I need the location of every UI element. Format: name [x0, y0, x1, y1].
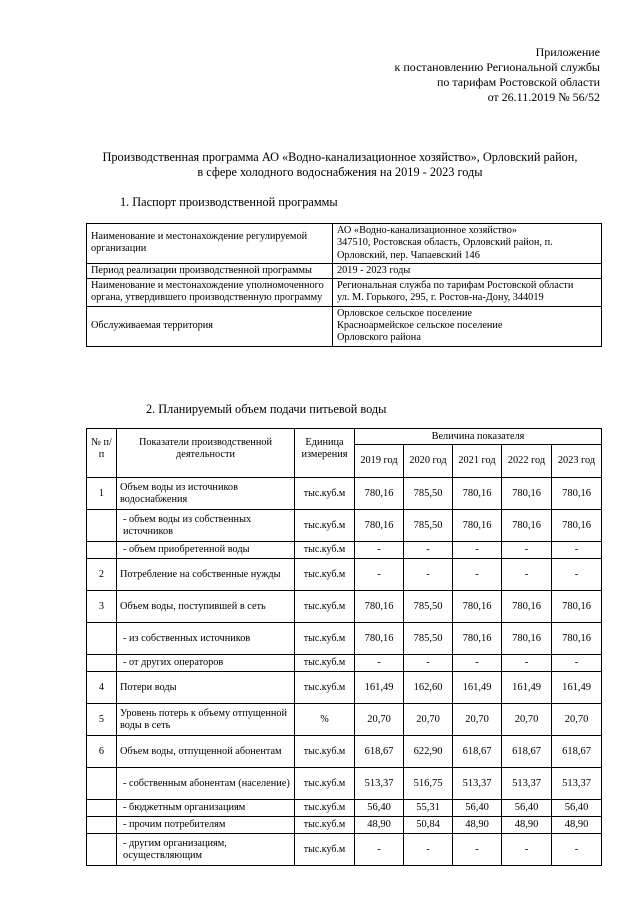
row-indicator: - бюджетным организациям: [117, 800, 295, 817]
passport-value-line: Региональная служба по тарифам Ростовской области: [337, 280, 574, 292]
passport-value-line: 2019 - 2023 годы: [337, 264, 411, 276]
header-indicator: Показатели производственной деятельности: [117, 429, 295, 478]
row-value: 780,16: [453, 510, 502, 542]
row-value: 785,50: [404, 591, 453, 623]
row-value: -: [502, 655, 552, 672]
table-row: [87, 817, 602, 834]
passport-value: [333, 224, 602, 264]
appendix-line-4: от 26.11.2019 № 56/52: [487, 90, 600, 104]
row-value: 56,40: [453, 800, 502, 817]
table-row: [87, 800, 602, 817]
row-value: 162,60: [404, 672, 453, 704]
row-value: 513,37: [355, 768, 404, 800]
row-value: 20,70: [453, 704, 502, 736]
row-value: 20,70: [355, 704, 404, 736]
row-unit: тыс.куб.м: [295, 800, 355, 817]
row-value: 780,16: [453, 478, 502, 510]
passport-value-line: ул. М. Горького, 295, г. Ростов-на-Дону, 344019: [337, 292, 544, 304]
row-value: -: [502, 559, 552, 591]
row-unit: тыс.куб.м: [295, 768, 355, 800]
passport-label: Наименование и местонахождение регулируемой организации: [87, 224, 333, 264]
row-value: 618,67: [355, 736, 404, 768]
row-num: [87, 510, 117, 542]
row-num: [87, 834, 117, 866]
row-value: 780,16: [552, 591, 602, 623]
appendix-line-3: по тарифам Ростовской области: [436, 75, 600, 89]
row-num: [87, 623, 117, 655]
header-year: 2021 год: [453, 445, 502, 478]
row-value: -: [552, 655, 602, 672]
row-unit: тыс.куб.м: [295, 542, 355, 559]
row-value: 20,70: [404, 704, 453, 736]
header-year: 2022 год: [502, 445, 552, 478]
row-unit: тыс.куб.м: [295, 736, 355, 768]
section-1-heading: 1. Паспорт производственной программы: [120, 195, 338, 209]
row-value: -: [404, 542, 453, 559]
row-value: -: [502, 834, 552, 866]
water-volume-table: [86, 428, 602, 866]
row-value: 20,70: [552, 704, 602, 736]
row-value: 780,16: [502, 623, 552, 655]
row-value: 161,49: [502, 672, 552, 704]
appendix-line-2: к постановлению Региональной службы: [394, 60, 600, 74]
title-line-2: в сфере холодного водоснабжения на 2019 - 2023 годы: [197, 165, 483, 179]
row-value: 161,49: [355, 672, 404, 704]
row-value: -: [552, 559, 602, 591]
row-num: [87, 542, 117, 559]
row-value: 785,50: [404, 510, 453, 542]
row-value: 780,16: [355, 510, 404, 542]
passport-label: Период реализации производственной программы: [87, 263, 333, 278]
row-num: 1: [87, 478, 117, 510]
header-value: Величина показателя: [355, 429, 602, 445]
header-year: 2020 год: [404, 445, 453, 478]
table-row: [87, 672, 602, 704]
row-value: -: [453, 559, 502, 591]
header-unit: Единица измерения: [295, 429, 355, 478]
table-row: [87, 478, 602, 510]
passport-row: [87, 306, 602, 346]
row-value: -: [355, 655, 404, 672]
row-value: 780,16: [502, 591, 552, 623]
row-value: 618,67: [453, 736, 502, 768]
document-title: [80, 150, 600, 180]
row-value: -: [552, 834, 602, 866]
row-value: -: [355, 542, 404, 559]
header-year: 2023 год: [552, 445, 602, 478]
row-unit: тыс.куб.м: [295, 655, 355, 672]
row-indicator: Потребление на собственные нужды: [117, 559, 295, 591]
title-line-1: Производственная программа АО «Водно-канализационное хозяйство», Орловский район,: [102, 150, 578, 164]
row-unit: тыс.куб.м: [295, 510, 355, 542]
row-value: 780,16: [552, 623, 602, 655]
row-num: 3: [87, 591, 117, 623]
table-row: [87, 623, 602, 655]
row-value: -: [453, 834, 502, 866]
row-num: [87, 655, 117, 672]
row-indicator: Объем воды из источников водоснабжения: [117, 478, 295, 510]
table-row: [87, 834, 602, 866]
row-value: -: [355, 559, 404, 591]
passport-row: [87, 263, 602, 278]
row-value: 48,90: [552, 817, 602, 834]
row-value: 161,49: [453, 672, 502, 704]
row-indicator: - другим организациям, осуществляющим: [117, 834, 295, 866]
row-num: [87, 768, 117, 800]
row-indicator: Потери воды: [117, 672, 295, 704]
row-value: 48,90: [453, 817, 502, 834]
row-indicator: - из собственных источников: [117, 623, 295, 655]
table-row: [87, 559, 602, 591]
table-row: [87, 736, 602, 768]
row-value: 780,16: [453, 591, 502, 623]
row-indicator: - прочим потребителям: [117, 817, 295, 834]
row-value: 780,16: [355, 478, 404, 510]
row-value: 780,16: [552, 510, 602, 542]
row-value: 780,16: [502, 510, 552, 542]
row-unit: тыс.куб.м: [295, 817, 355, 834]
row-value: -: [453, 655, 502, 672]
row-num: 6: [87, 736, 117, 768]
header-year: 2019 год: [355, 445, 404, 478]
table-row: [87, 655, 602, 672]
row-indicator: Объем воды, отпущенной абонентам: [117, 736, 295, 768]
row-value: 48,90: [355, 817, 404, 834]
row-value: -: [404, 834, 453, 866]
row-indicator: Уровень потерь к объему отпущенной воды в сеть: [117, 704, 295, 736]
row-value: 161,49: [552, 672, 602, 704]
passport-value-line: Красноармейское сельское поселение: [337, 320, 503, 332]
row-indicator: - объем приобретенной воды: [117, 542, 295, 559]
row-value: 780,16: [355, 591, 404, 623]
row-value: 622,90: [404, 736, 453, 768]
row-value: 20,70: [502, 704, 552, 736]
row-indicator: - от других операторов: [117, 655, 295, 672]
row-unit: тыс.куб.м: [295, 591, 355, 623]
row-value: 785,50: [404, 478, 453, 510]
passport-value-line: АО «Водно-канализационное хозяйство»: [337, 225, 517, 236]
passport-value-line: 347510, Ростовская область, Орловский район, п. Орловский, пер. Чапаевский 146: [337, 237, 553, 261]
table-row: [87, 542, 602, 559]
row-value: -: [453, 542, 502, 559]
row-value: 785,50: [404, 623, 453, 655]
row-num: [87, 800, 117, 817]
row-value: 56,40: [355, 800, 404, 817]
passport-label: Обслуживаемая территория: [87, 306, 333, 346]
row-unit: тыс.куб.м: [295, 672, 355, 704]
row-value: -: [502, 542, 552, 559]
row-unit: %: [295, 704, 355, 736]
header-num: № п/п: [87, 429, 117, 478]
appendix-line-1: Приложение: [535, 45, 600, 59]
passport-value: [333, 306, 602, 346]
section-2-heading: 2. Планируемый объем подачи питьевой воды: [146, 402, 387, 416]
appendix-header: [395, 45, 600, 105]
row-value: 56,40: [502, 800, 552, 817]
row-unit: тыс.куб.м: [295, 559, 355, 591]
row-value: -: [552, 542, 602, 559]
row-unit: тыс.куб.м: [295, 478, 355, 510]
table-row: [87, 510, 602, 542]
row-num: [87, 817, 117, 834]
passport-row: [87, 279, 602, 307]
row-value: 56,40: [552, 800, 602, 817]
passport-value: [333, 279, 602, 307]
row-unit: тыс.куб.м: [295, 623, 355, 655]
table-row: [87, 591, 602, 623]
row-value: 618,67: [552, 736, 602, 768]
row-value: 513,37: [502, 768, 552, 800]
row-value: 513,37: [552, 768, 602, 800]
row-value: -: [404, 559, 453, 591]
row-unit: тыс.куб.м: [295, 834, 355, 866]
passport-table: [86, 223, 602, 347]
passport-value-line: Орловское сельское поселение: [337, 307, 473, 319]
passport-label: Наименование и местонахождение уполномоченного органа, утвердившего производственную программу: [87, 279, 333, 307]
row-value: 618,67: [502, 736, 552, 768]
row-value: 513,37: [453, 768, 502, 800]
row-value: 55,31: [404, 800, 453, 817]
row-indicator: - собственным абонентам (население): [117, 768, 295, 800]
row-indicator: Объем воды, поступившей в сеть: [117, 591, 295, 623]
row-value: 780,16: [453, 623, 502, 655]
row-value: 780,16: [502, 478, 552, 510]
row-value: -: [355, 834, 404, 866]
row-value: 50,84: [404, 817, 453, 834]
passport-row: [87, 224, 602, 264]
row-value: 516,75: [404, 768, 453, 800]
row-num: 4: [87, 672, 117, 704]
row-num: 5: [87, 704, 117, 736]
passport-value-line: Орловского района: [337, 332, 421, 344]
table-row: [87, 704, 602, 736]
passport-value: [333, 263, 602, 278]
row-value: 780,16: [552, 478, 602, 510]
row-indicator: - объем воды из собственных источников: [117, 510, 295, 542]
row-num: 2: [87, 559, 117, 591]
row-value: -: [404, 655, 453, 672]
table-row: [87, 768, 602, 800]
row-value: 780,16: [355, 623, 404, 655]
row-value: 48,90: [502, 817, 552, 834]
